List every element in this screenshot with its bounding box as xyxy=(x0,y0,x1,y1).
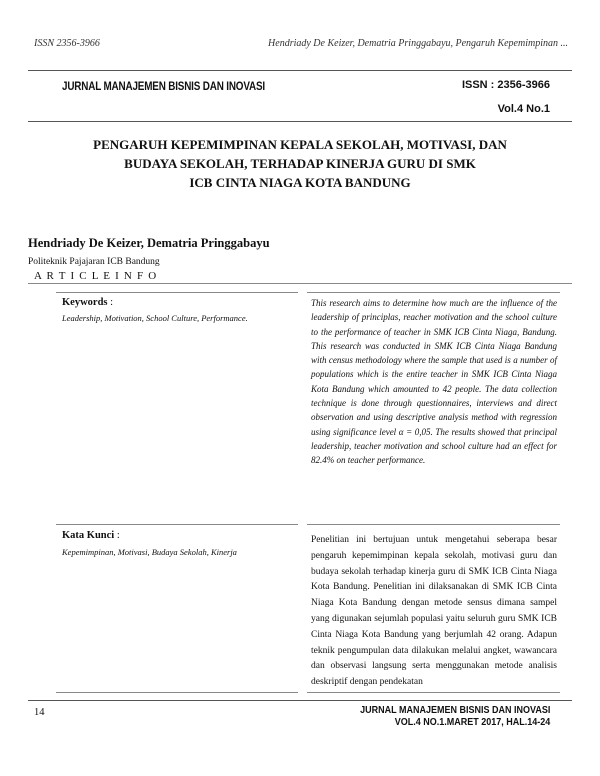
article-title xyxy=(60,135,540,192)
footer-divider xyxy=(28,700,572,701)
footer-citation: VOL.4 NO.1.MARET 2017, HAL.14-24 xyxy=(394,717,550,728)
title-line: ICB CINTA NIAGA KOTA BANDUNG xyxy=(189,175,411,190)
header-divider xyxy=(28,70,572,71)
keywords-label-suffix: : xyxy=(107,297,114,308)
article-info-heading: A R T I C L E I N F O xyxy=(34,270,158,282)
kata-kunci-label xyxy=(62,530,120,541)
kata-kunci-label-text: Kata Kunci xyxy=(62,530,115,541)
bottom-divider-left xyxy=(56,692,298,693)
article-authors: Hendriady De Keizer, Dematria Pringgabayu xyxy=(28,236,270,250)
bottom-divider-right xyxy=(307,692,560,693)
info-divider xyxy=(28,283,572,284)
title-divider xyxy=(28,121,572,122)
journal-issn: ISSN : 2356-3966 xyxy=(461,79,550,91)
page-number: 14 xyxy=(34,707,45,718)
running-header-issn: ISSN 2356-3966 xyxy=(34,38,100,49)
article-affiliation: Politeknik Pajajaran ICB Bandung xyxy=(28,257,160,267)
journal-name: JURNAL MANAJEMEN BISNIS DAN INOVASI xyxy=(62,81,265,93)
keywords-label xyxy=(62,297,113,308)
kata-kunci-list: Kepemimpinan, Motivasi, Budaya Sekolah, Kinerja xyxy=(62,547,237,557)
abstract-english: This research aims to determine how much are the influence of the leadership of principlas, reacher motivation and the school culture to the performance of teacher in SMK ICB Cinta Niaga, Bandung. This research was conducted in SMK ICB Cinta Niaga Bandung with census methodology where the sample that used is a number of populations which is the entire teacher in SMK ICB Cinta Niaga Kota Bandung which amounted to 42 people. The data collection technique is done through questionnaires, interviews and direct observation and using descriptive analysis method with regression using significance level α = 0,05. The results showed that principal leadership, teacher motivation and school culture had an effect for 82.4% on teacher performance. xyxy=(311,298,557,466)
keywords-divider xyxy=(56,292,298,293)
kata-kunci-divider xyxy=(56,524,298,525)
title-line: BUDAYA SEKOLAH, TERHADAP KINERJA GURU DI SMK xyxy=(124,156,476,171)
footer-journal-name: JURNAL MANAJEMEN BISNIS DAN INOVASI xyxy=(359,705,550,716)
abstract-indonesian: Penelitian ini bertujuan untuk mengetahui seberapa besar pengaruh kepemimpinan kepala sekolah, motivasi guru dan budaya sekolah terhadap kinerja guru di SMK ICB Cinta Niaga Kota Bandung. Penelitian ini dilaksanakan di SMK ICB Cinta Niaga Kota Bandung dengan metode sensus dimana sampel yang digunakan sejumlah populasi yaitu seluruh guru SMK ICB Cinta Niaga Kota Bandung yang berjumlah 42 orang. Adapun teknik pengumpulan data dilakukan melalui angket, wawancara dan observasi langsung serta menggunakan metode analisis deskriptif dengan pendekatan xyxy=(311,535,557,688)
title-line: PENGARUH KEPEMIMPINAN KEPALA SEKOLAH, MOTIVASI, DAN xyxy=(93,137,507,152)
abstrak-divider xyxy=(307,524,560,525)
journal-volume: Vol.4 No.1 xyxy=(497,103,550,115)
abstract-divider xyxy=(307,292,560,293)
kata-kunci-label-suffix: : xyxy=(114,530,120,541)
keywords-label-text: Keywords xyxy=(62,297,108,308)
keywords-list: Leadership, Motivation, School Culture, Performance. xyxy=(62,313,248,323)
footer-journal xyxy=(360,705,550,729)
running-header-authors: Hendriady De Keizer, Dematria Pringgabayu, Pengaruh Kepemimpinan ... xyxy=(268,38,568,49)
